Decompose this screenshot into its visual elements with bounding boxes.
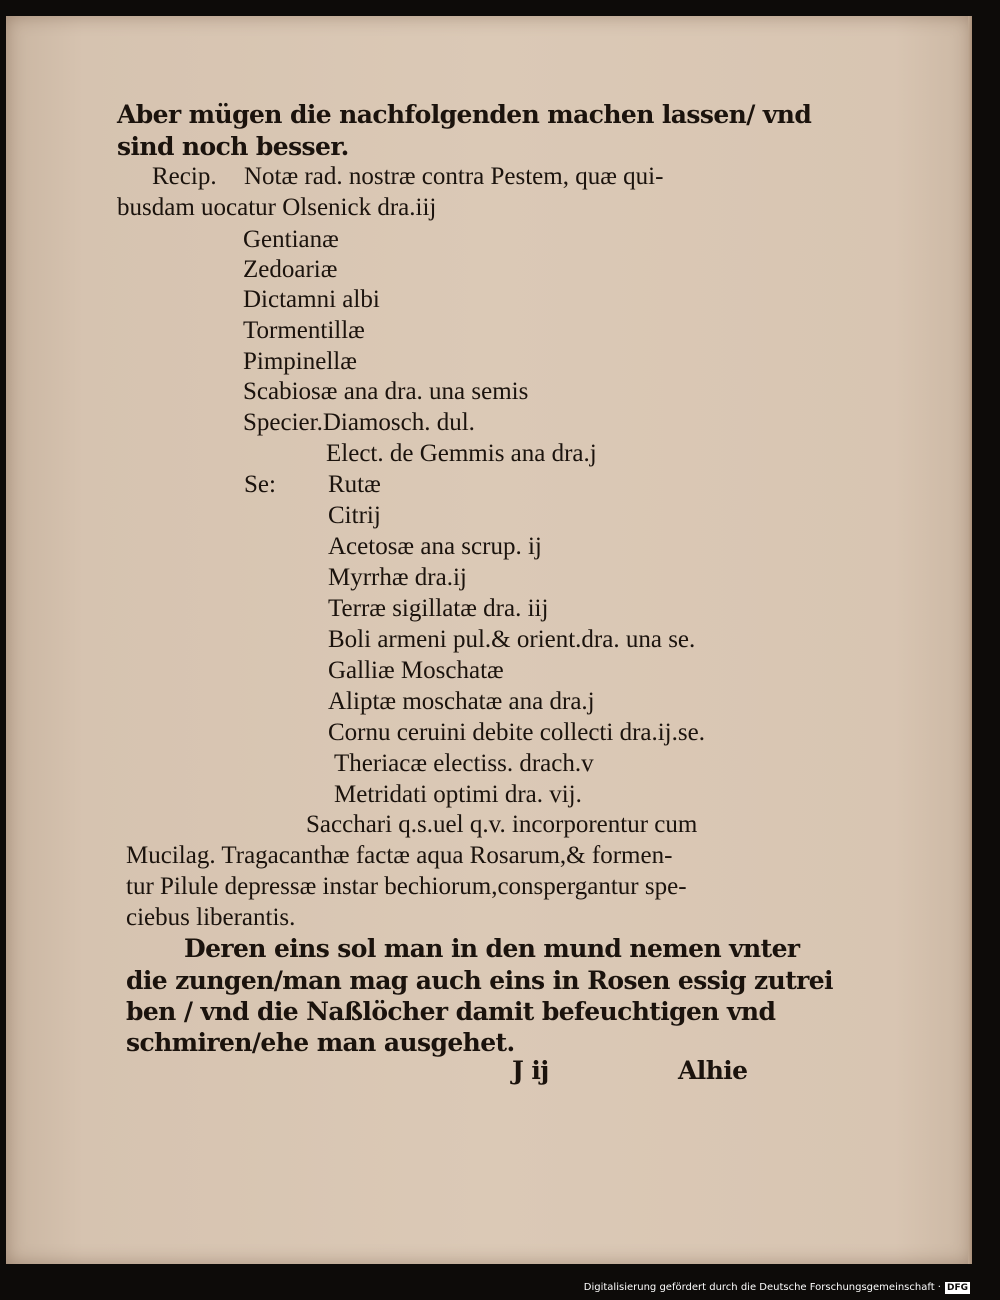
recipe-intro-cont: busdam uocatur Olsenick dra.iij [117, 194, 437, 221]
german-line: schmiren/ehe man ausgehet. [126, 1028, 515, 1057]
ingredient: Boli armeni pul.& orient.dra. una se. [328, 626, 696, 653]
german-line: ben / vnd die Naßlöcher damit befeuchtigen vnd [126, 997, 776, 1026]
recipe-intro: Notæ rad. nostræ contra Pestem, quæ qui- [244, 163, 664, 190]
ingredient: Zedoariæ [243, 256, 338, 283]
footer-credit [584, 1282, 970, 1294]
ingredient: Acetosæ ana scrup. ij [328, 533, 542, 560]
german-line: Deren eins sol man in den mund nemen vnter [184, 934, 800, 963]
closing-line: Mucilag. Tragacanthæ factæ aqua Rosarum,& formen- [126, 842, 673, 869]
book-page [6, 16, 972, 1264]
ingredient: Metridati optimi dra. vij. [334, 781, 582, 808]
ingredient: Dictamni albi [243, 286, 380, 313]
recipe-label: Recip. [152, 163, 217, 190]
heading-line-2: sind noch besser. [117, 132, 349, 161]
ingredient: Theriacæ electiss. drach.v [334, 750, 594, 777]
german-line: die zungen/man mag auch eins in Rosen essig zutrei [126, 966, 833, 995]
catchword: Alhie [678, 1056, 748, 1085]
ingredient: Scabiosæ ana dra. una semis [243, 378, 529, 405]
ingredient-elect: Elect. de Gemmis ana dra.j [326, 440, 597, 467]
ingredient: Tormentillæ [243, 317, 365, 344]
ingredient: Myrrhæ dra.ij [328, 564, 467, 591]
ingredient: Citrij [328, 502, 381, 529]
ingredient: Gentianæ [243, 226, 339, 253]
heading-line-1: Aber mügen die nachfolgenden machen lassen/ vnd [117, 100, 812, 129]
ingredient: Pimpinellæ [243, 348, 357, 375]
dfg-logo: DFG [946, 1283, 968, 1293]
ingredient: Cornu ceruini debite collecti dra.ij.se. [328, 719, 705, 746]
closing-line: ciebus liberantis. [126, 904, 296, 931]
ingredient: Terræ sigillatæ dra. iij [328, 595, 549, 622]
closing-line: Sacchari q.s.uel q.v. incorporentur cum [306, 811, 698, 838]
ingredient: Aliptæ moschatæ ana dra.j [328, 688, 595, 715]
signature-mark: J ij [512, 1056, 549, 1085]
footer-text: Digitalisierung gefördert durch die Deutsche Forschungsgemeinschaft · [583, 1282, 941, 1293]
ingredient: Galliæ Moschatæ [328, 657, 504, 684]
ingredient: Rutæ [328, 471, 381, 498]
se-label: Se: [244, 471, 276, 498]
closing-line: tur Pilule depressæ instar bechiorum,conspergantur spe- [126, 873, 687, 900]
ingredient: Specier.Diamosch. dul. [243, 409, 475, 436]
page-edge [968, 16, 972, 1264]
